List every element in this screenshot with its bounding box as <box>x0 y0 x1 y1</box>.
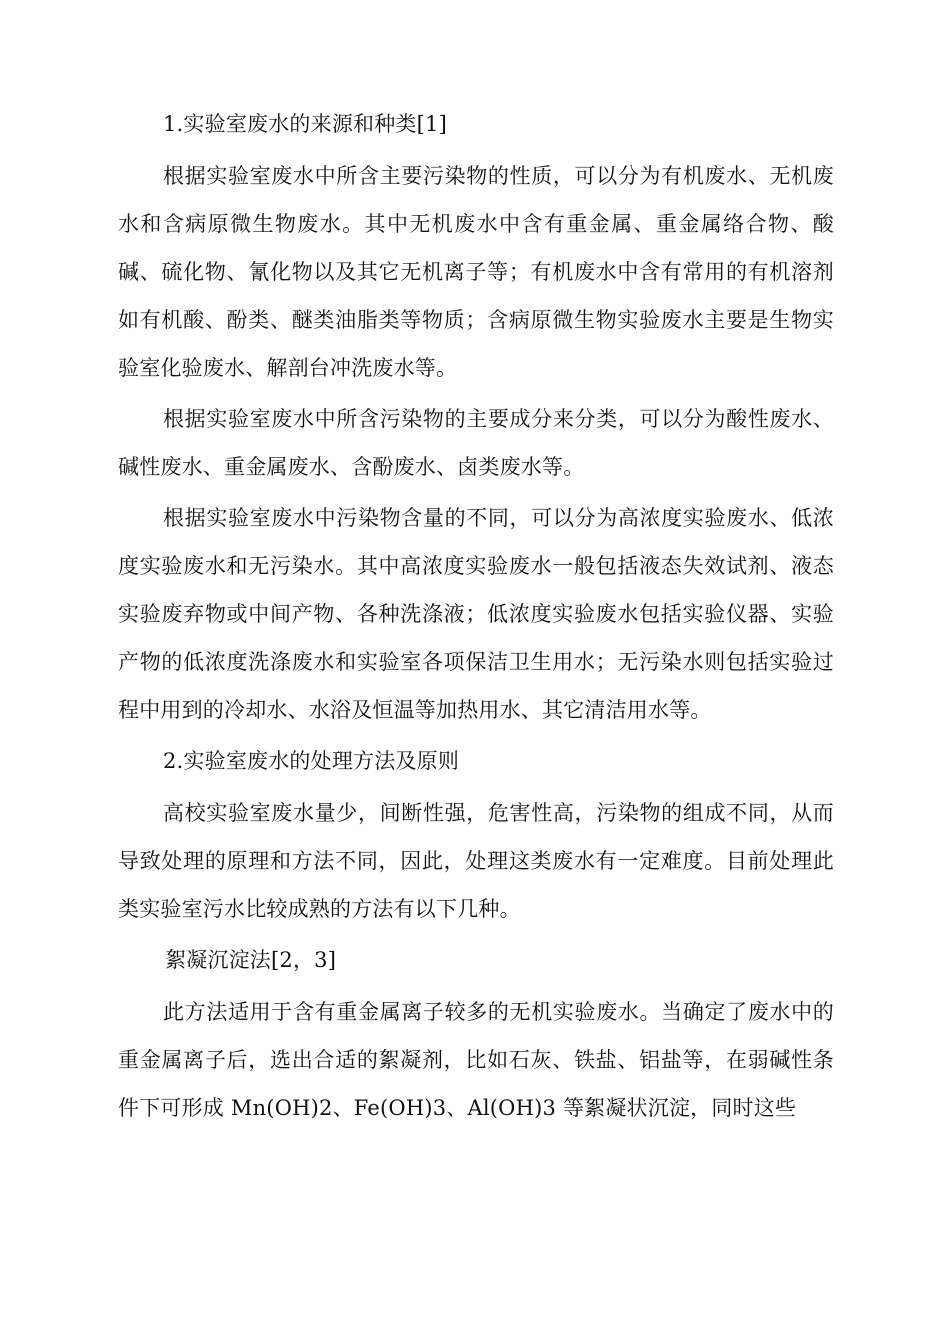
subsection-paragraph-1: 此方法适用于含有重金属离子较多的无机实验废水。当确定了废水中的重金属离子后，选出合适的絮凝剂，比如石灰、铁盐、铝盐等，在弱碱性条件下可形成 Mn(OH)2、Fe(OH)3、Al(OH)3 等絮凝状沉淀，同时这些 <box>118 1000 834 1120</box>
section-1-paragraph-1: 根据实验室废水中所含主要污染物的性质，可以分为有机废水、无机废水和含病原微生物废水。其中无机废水中含有重金属、重金属络合物、酸碱、硫化物、氰化物以及其它无机离子等；有机废水中含有常用的有机溶剂如有机酸、酚类、醚类油脂类等物质；含病原微生物实验废水主要是生物实验室化验废水、解剖台冲洗废水等。 <box>118 164 834 380</box>
document-body <box>118 100 834 1135</box>
section-1-heading: 1.实验室废水的来源和种类[1] <box>163 112 447 136</box>
section-2-heading: 2.实验室废水的处理方法及原则 <box>163 749 460 773</box>
section-1-paragraph-3: 根据实验室废水中污染物含量的不同，可以分为高浓度实验废水、低浓度实验废水和无污染水。其中高浓度实验废水一般包括液态失效试剂、液态实验废弃物或中间产物、各种洗涤液；低浓度实验废水包括实验仪器、实验产物的低浓度洗涤废水和实验室各项保洁卫生用水；无污染水则包括实验过程中用到的冷却水、水浴及恒温等加热用水、其它清洁用水等。 <box>118 506 834 722</box>
section-1-paragraph-2: 根据实验室废水中所含污染物的主要成分来分类，可以分为酸性废水、碱性废水、重金属废水、含酚废水、卤类废水等。 <box>118 407 834 479</box>
section-2-paragraph-1: 高校实验室废水量少，间断性强，危害性高，污染物的组成不同，从而导致处理的原理和方法不同，因此，处理这类废水有一定难度。目前处理此类实验室污水比较成熟的方法有以下几种。 <box>118 801 834 921</box>
subsection-heading: 絮凝沉淀法[2，3] <box>165 948 337 972</box>
